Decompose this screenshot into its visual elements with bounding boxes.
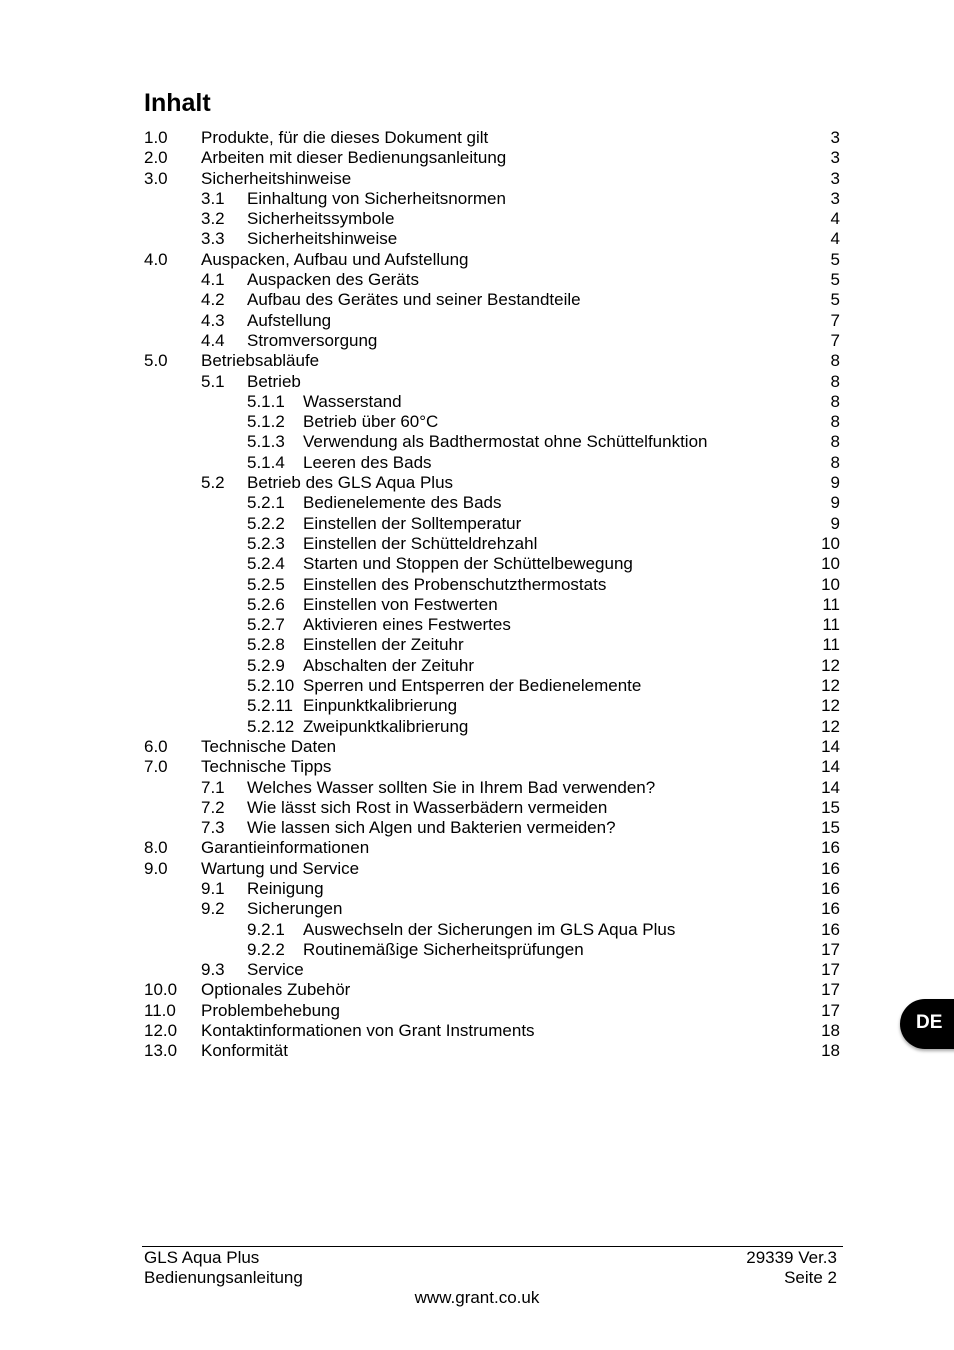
toc-entry[interactable] bbox=[144, 899, 840, 919]
toc-entry-title: Arbeiten mit dieser Bedienungsanleitung bbox=[201, 148, 507, 168]
toc-entry-title: Technische Tipps bbox=[201, 757, 332, 777]
toc-entry-title: Einpunktkalibrierung bbox=[303, 696, 458, 716]
toc-entry-number: 9.1 bbox=[201, 878, 225, 898]
toc-entry-title: Aufstellung bbox=[247, 310, 332, 330]
toc-entry-title: Wie lässt sich Rost in Wasserbädern vermeiden bbox=[247, 797, 608, 817]
toc-entry-page: 3 bbox=[830, 128, 840, 147]
toc-entry-page: 9 bbox=[830, 493, 840, 513]
toc-entry-number: 5.2.7 bbox=[247, 615, 285, 635]
toc-entry-number: 2.0 bbox=[144, 148, 168, 168]
toc-entry[interactable] bbox=[144, 615, 840, 635]
toc-entry-number: 5.2.5 bbox=[247, 574, 285, 594]
toc-entry-number: 5.2.11 bbox=[247, 696, 294, 716]
toc-entry-page: 16 bbox=[821, 919, 840, 939]
toc-entry-page: 8 bbox=[830, 452, 840, 472]
toc-entry-title: Reinigung bbox=[247, 878, 324, 898]
toc-entry-page: 14 bbox=[821, 736, 840, 756]
toc-entry-title: Routinemäßige Sicherheitsprüfungen bbox=[303, 939, 584, 959]
toc-entry-title: Sperren und Entsperren der Bedienelemente bbox=[303, 676, 642, 696]
toc-entry-title: Konformität bbox=[201, 1041, 288, 1061]
toc-entry-page: 8 bbox=[830, 351, 840, 371]
toc-entry[interactable] bbox=[144, 311, 840, 331]
toc-entry-page: 5 bbox=[830, 290, 840, 310]
language-tab-label: DE bbox=[916, 1012, 943, 1033]
toc-entry-number: 9.0 bbox=[144, 858, 168, 878]
toc-entry[interactable] bbox=[144, 980, 840, 1000]
toc-entry[interactable] bbox=[144, 920, 840, 940]
toc-entry-title: Optionales Zubehör bbox=[201, 980, 351, 1000]
toc-entry-number: 5.1 bbox=[201, 371, 225, 391]
toc-entry-title: Einstellen der Schütteldrehzahl bbox=[303, 533, 538, 553]
toc-entry-page: 11 bbox=[822, 594, 840, 614]
toc-entry[interactable] bbox=[144, 1001, 840, 1021]
toc-entry-page: 17 bbox=[821, 980, 840, 1000]
toc-entry[interactable] bbox=[144, 656, 840, 676]
toc-entry-title: Kontaktinformationen von Grant Instruments bbox=[201, 1021, 535, 1041]
toc-entry-page: 12 bbox=[821, 655, 840, 675]
toc-entry-number: 5.1.3 bbox=[247, 432, 285, 452]
toc-entry-title: Starten und Stoppen der Schüttelbewegung bbox=[303, 554, 633, 574]
toc-entry-number: 1.0 bbox=[144, 128, 168, 147]
toc-entry-title: Einstellen des Probenschutzthermostats bbox=[303, 574, 607, 594]
toc-entry-page: 7 bbox=[830, 330, 840, 350]
toc-entry-title: Betrieb bbox=[247, 371, 301, 391]
toc-entry-page: 17 bbox=[821, 1000, 840, 1020]
toc-entry[interactable] bbox=[144, 331, 840, 351]
toc-entry[interactable] bbox=[144, 250, 840, 270]
footer-product-name: GLS Aqua Plus bbox=[144, 1248, 260, 1267]
toc-entry-page: 3 bbox=[830, 148, 840, 168]
toc-entry-page: 17 bbox=[821, 960, 840, 980]
toc-entry-page: 7 bbox=[830, 310, 840, 330]
toc-entry[interactable] bbox=[144, 1021, 840, 1041]
toc-entry-title: Sicherheitshinweise bbox=[201, 168, 352, 188]
toc-entry-page: 12 bbox=[821, 696, 840, 716]
toc-entry-number: 5.2.4 bbox=[247, 554, 285, 574]
toc-entry-title: Service bbox=[247, 960, 304, 980]
toc-entry-number: 4.0 bbox=[144, 249, 168, 269]
toc-entry[interactable] bbox=[144, 696, 840, 716]
toc-entry-title: Zweipunktkalibrierung bbox=[303, 716, 469, 736]
toc-entry-title: Technische Daten bbox=[201, 736, 337, 756]
toc-entry-page: 4 bbox=[830, 209, 840, 229]
toc-entry-number: 5.2.9 bbox=[247, 655, 285, 675]
toc-entry-page: 17 bbox=[821, 939, 840, 959]
toc-entry-title: Aufbau des Gerätes und seiner Bestandteile bbox=[247, 290, 581, 310]
toc-entry-page: 8 bbox=[830, 432, 840, 452]
toc-entry-title: Betriebsabläufe bbox=[201, 351, 320, 371]
toc-entry-number: 5.2.6 bbox=[247, 594, 285, 614]
toc-entry[interactable] bbox=[144, 169, 840, 189]
footer-website-link[interactable]: www.grant.co.uk bbox=[414, 1288, 540, 1307]
toc-entry[interactable] bbox=[144, 1041, 840, 1061]
toc-entry-page: 10 bbox=[821, 574, 840, 594]
toc-entry[interactable] bbox=[144, 148, 840, 168]
toc-entry[interactable] bbox=[144, 778, 840, 798]
toc-entry-title: Verwendung als Badthermostat ohne Schüttelfunktion bbox=[303, 432, 708, 452]
footer-divider bbox=[142, 1246, 843, 1247]
toc-entry-page: 4 bbox=[830, 229, 840, 249]
toc-entry-number: 5.2.10 bbox=[247, 676, 295, 696]
toc-entry-number: 5.0 bbox=[144, 351, 168, 371]
toc-entry-title: Betrieb des GLS Aqua Plus bbox=[247, 473, 454, 493]
toc-entry[interactable] bbox=[144, 351, 840, 371]
toc-entry-title: Auspacken, Aufbau und Aufstellung bbox=[201, 249, 469, 269]
toc-entry[interactable] bbox=[144, 575, 840, 595]
footer-manual-label: Bedienungsanleitung bbox=[144, 1268, 303, 1287]
toc-entry[interactable] bbox=[144, 412, 840, 432]
toc-entry-title: Bedienelemente des Bads bbox=[303, 493, 502, 513]
toc-entry-number: 9.2 bbox=[201, 899, 225, 919]
toc-entry-page: 11 bbox=[822, 615, 840, 635]
toc-entry-title: Sicherungen bbox=[247, 899, 343, 919]
toc-entry[interactable] bbox=[144, 879, 840, 899]
toc-entry[interactable] bbox=[144, 798, 840, 818]
toc-entry-page: 9 bbox=[830, 473, 840, 493]
toc-entry-page: 12 bbox=[821, 716, 840, 736]
toc-entry-title: Sicherheitshinweise bbox=[247, 229, 398, 249]
toc-entry-page: 8 bbox=[830, 371, 840, 391]
toc-entry[interactable] bbox=[144, 514, 840, 534]
toc-entry-number: 9.2.2 bbox=[247, 939, 285, 959]
toc-entry-page: 14 bbox=[821, 757, 840, 777]
toc-entry-page: 8 bbox=[830, 412, 840, 432]
toc-entry[interactable] bbox=[144, 595, 840, 615]
toc-entry-number: 5.2.1 bbox=[247, 493, 285, 513]
toc-entry-number: 7.2 bbox=[201, 797, 225, 817]
toc-entry-page: 18 bbox=[821, 1021, 840, 1041]
toc-entry-number: 3.2 bbox=[201, 209, 225, 229]
toc-entry-number: 8.0 bbox=[144, 838, 168, 858]
toc-entry-page: 3 bbox=[830, 168, 840, 188]
toc-entry-number: 3.0 bbox=[144, 168, 168, 188]
toc-entry[interactable] bbox=[144, 757, 840, 777]
toc-entry[interactable] bbox=[144, 209, 840, 229]
toc-entry-title: Welches Wasser sollten Sie in Ihrem Bad verwenden? bbox=[247, 777, 656, 797]
language-tab bbox=[900, 999, 954, 1049]
footer-page-number: Seite 2 bbox=[784, 1268, 837, 1287]
toc-entry[interactable] bbox=[144, 128, 840, 148]
toc-entry-number: 7.0 bbox=[144, 757, 168, 777]
toc-entry-page: 3 bbox=[830, 188, 840, 208]
toc-entry-page: 5 bbox=[830, 270, 840, 290]
toc-entry-page: 10 bbox=[821, 533, 840, 553]
toc-entry-page: 16 bbox=[821, 858, 840, 878]
toc-entry-title: Einstellen der Solltemperatur bbox=[303, 513, 522, 533]
toc-entry-page: 16 bbox=[821, 899, 840, 919]
toc-entry-page: 11 bbox=[822, 635, 840, 655]
toc-entry[interactable] bbox=[144, 838, 840, 858]
toc-entry-number: 4.3 bbox=[201, 310, 225, 330]
toc-entry-title: Produkte, für die dieses Dokument gilt bbox=[201, 128, 489, 147]
toc-entry-page: 15 bbox=[821, 818, 840, 838]
toc-entry-title: Einstellen von Festwerten bbox=[303, 594, 498, 614]
toc-entry-title: Wartung und Service bbox=[201, 858, 360, 878]
toc-entry-title: Betrieb über 60°C bbox=[303, 412, 439, 432]
toc-entry[interactable] bbox=[144, 453, 840, 473]
toc-entry[interactable] bbox=[144, 554, 840, 574]
toc-entry-number: 4.1 bbox=[201, 270, 225, 290]
toc-entry-number: 5.2 bbox=[201, 473, 225, 493]
toc-entry-number: 5.1.2 bbox=[247, 412, 285, 432]
toc-entry-page: 14 bbox=[821, 777, 840, 797]
page-title: Inhalt bbox=[144, 89, 211, 117]
toc-entry[interactable] bbox=[144, 859, 840, 879]
toc-entry[interactable] bbox=[144, 818, 840, 838]
toc-entry-number: 4.4 bbox=[201, 330, 225, 350]
toc-entry-number: 3.1 bbox=[201, 188, 225, 208]
toc-entry-title: Problembehebung bbox=[201, 1000, 340, 1020]
toc-entry-title: Einhaltung von Sicherheitsnormen bbox=[247, 188, 506, 208]
toc-entry-page: 15 bbox=[821, 797, 840, 817]
toc-entry-number: 5.2.2 bbox=[247, 513, 285, 533]
toc-entry[interactable] bbox=[144, 229, 840, 249]
toc-entry-title: Aktivieren eines Festwertes bbox=[303, 615, 511, 635]
toc-entry[interactable] bbox=[144, 737, 840, 757]
toc-entry[interactable] bbox=[144, 432, 840, 452]
toc-entry[interactable] bbox=[144, 534, 840, 554]
toc-entry[interactable] bbox=[144, 290, 840, 310]
toc-entry-number: 5.2.12 bbox=[247, 716, 295, 736]
toc-entry[interactable] bbox=[144, 635, 840, 655]
toc-entry-number: 3.3 bbox=[201, 229, 225, 249]
toc-entry-title: Auswechseln der Sicherungen im GLS Aqua Plus bbox=[303, 919, 676, 939]
toc-entry-page: 16 bbox=[821, 838, 840, 858]
toc-entry-title: Wie lassen sich Algen und Bakterien vermeiden? bbox=[247, 818, 616, 838]
toc-entry-page: 8 bbox=[830, 391, 840, 411]
toc-entry-number: 7.3 bbox=[201, 818, 225, 838]
toc-entry-page: 9 bbox=[830, 513, 840, 533]
toc-entry[interactable] bbox=[144, 940, 840, 960]
toc-entry-number: 5.1.1 bbox=[247, 391, 285, 411]
toc-entry-number: 5.1.4 bbox=[247, 452, 285, 472]
toc-entry-page: 18 bbox=[821, 1041, 840, 1061]
toc-entry[interactable] bbox=[144, 372, 840, 392]
toc-entry-title: Garantieinformationen bbox=[201, 838, 370, 858]
toc-entry-title: Stromversorgung bbox=[247, 330, 378, 350]
toc-entry-number: 11.0 bbox=[144, 1000, 176, 1020]
toc-entry[interactable] bbox=[144, 493, 840, 513]
toc-entry-page: 12 bbox=[821, 676, 840, 696]
toc-entry-title: Abschalten der Zeituhr bbox=[303, 655, 475, 675]
toc-entry-page: 5 bbox=[830, 249, 840, 269]
toc-entry[interactable] bbox=[144, 676, 840, 696]
toc-entry-page: 16 bbox=[821, 878, 840, 898]
toc-entry-number: 13.0 bbox=[144, 1041, 178, 1061]
toc-entry[interactable] bbox=[144, 392, 840, 412]
toc-entry-number: 10.0 bbox=[144, 980, 178, 1000]
toc-entry[interactable] bbox=[144, 717, 840, 737]
toc-entry-number: 5.2.8 bbox=[247, 635, 285, 655]
toc-entry-number: 6.0 bbox=[144, 736, 168, 756]
toc-entry-number: 12.0 bbox=[144, 1021, 178, 1041]
toc-entry[interactable] bbox=[144, 270, 840, 290]
toc-entry-number: 5.2.3 bbox=[247, 533, 285, 553]
toc-entry[interactable] bbox=[144, 189, 840, 209]
toc-entry-number: 7.1 bbox=[201, 777, 225, 797]
toc-entry-title: Leeren des Bads bbox=[303, 452, 432, 472]
toc-entry-number: 9.3 bbox=[201, 960, 225, 980]
toc-entry-title: Einstellen der Zeituhr bbox=[303, 635, 464, 655]
footer-doc-version: 29339 Ver.3 bbox=[746, 1248, 837, 1267]
toc-entry[interactable] bbox=[144, 960, 840, 980]
toc-entry[interactable] bbox=[144, 473, 840, 493]
toc-entry-title: Sicherheitssymbole bbox=[247, 209, 395, 229]
toc-entry-number: 9.2.1 bbox=[247, 919, 285, 939]
toc-entry-number: 4.2 bbox=[201, 290, 225, 310]
toc-entry-title: Auspacken des Geräts bbox=[247, 270, 419, 290]
table-of-contents bbox=[144, 128, 840, 1062]
toc-entry-title: Wasserstand bbox=[303, 391, 402, 411]
toc-entry-page: 10 bbox=[821, 554, 840, 574]
